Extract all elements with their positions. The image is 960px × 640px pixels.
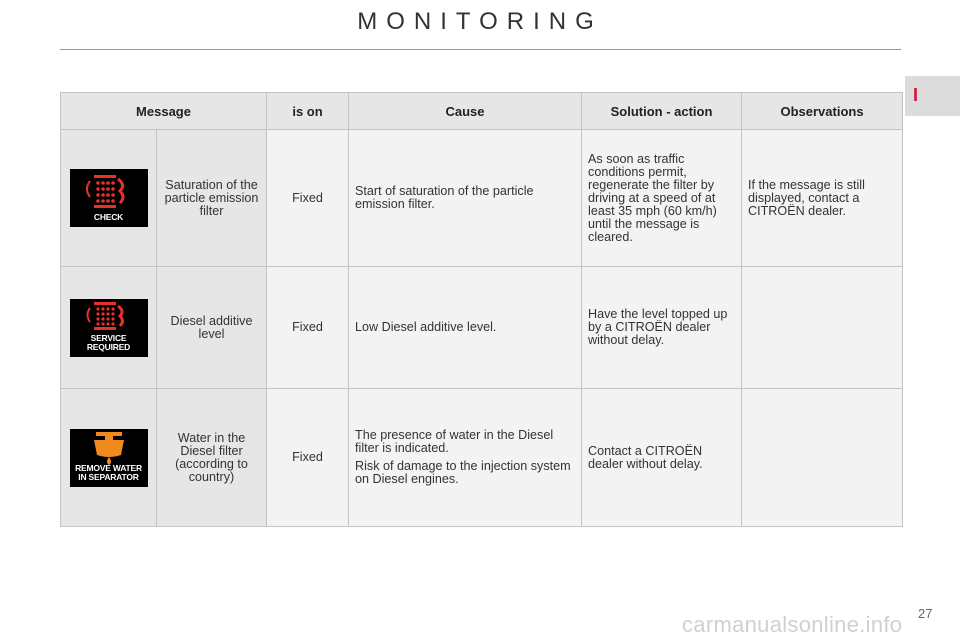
icon-cell [61,130,157,267]
cause-cell: The presence of water in the Diesel filter is indicated. Risk of damage to the injection system on Diesel engines. [349,389,582,527]
header-is-on: is on [267,93,349,130]
monitoring-table [60,92,903,527]
header-observations: Observations [742,93,903,130]
solution-cell: Have the level topped up by a CITROËN dealer without delay. [582,267,742,389]
header-solution-action: Solution - action [582,93,742,130]
icon-cell [61,267,157,389]
particle-filter-warning-icon [70,169,148,227]
section-tab[interactable]: I [905,76,960,116]
page-number: 27 [918,606,933,621]
observations-cell [742,267,903,389]
header-message: Message [61,93,267,130]
badge-label: REMOVE WATER IN SEPARATOR [75,462,142,482]
water-in-fuel-icon [70,429,148,487]
solution-cell: As soon as traffic conditions permit, regenerate the filter by driving at a speed of at least 35 mph (60 km/h) until the message is cleared. [582,130,742,267]
cause-cell: Low Diesel additive level. [349,267,582,389]
table-header-row [61,93,903,130]
table-row [61,130,903,267]
particle-filter-warning-icon [70,299,148,357]
badge-label: CHECK [93,212,124,222]
is-on-cell: Fixed [267,389,349,527]
observations-cell [742,389,903,527]
message-cell: Water in the Diesel filter (according to country) [157,389,267,527]
table-row [61,267,903,389]
icon-cell [61,389,157,527]
table-row [61,389,903,527]
is-on-cell: Fixed [267,267,349,389]
header-cause: Cause [349,93,582,130]
solution-cell: Contact a CITROËN dealer without delay. [582,389,742,527]
cause-cell: Start of saturation of the particle emission filter. [349,130,582,267]
message-cell: Saturation of the particle emission filter [157,130,267,267]
observations-cell: If the message is still displayed, contact a CITROËN dealer. [742,130,903,267]
message-cell: Diesel additive level [157,267,267,389]
is-on-cell: Fixed [267,130,349,267]
badge-label: SERVICE REQUIRED [86,332,131,352]
page-title: MONITORING [357,8,603,35]
watermark: carmanualsonline.info [682,612,903,637]
title-divider [60,49,901,50]
